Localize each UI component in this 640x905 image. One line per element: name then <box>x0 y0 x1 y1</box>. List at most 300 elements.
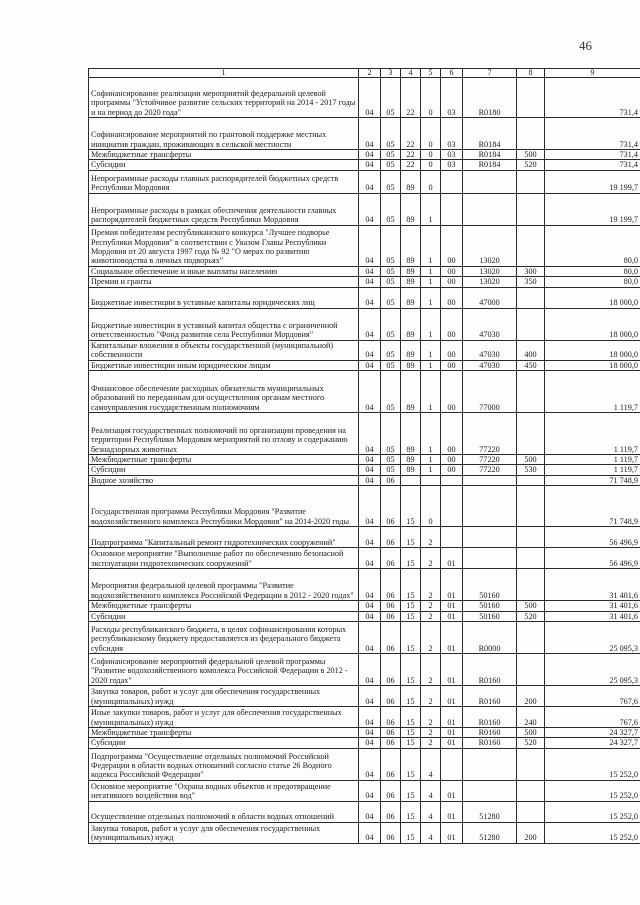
row-name: Межбюджетные трансферты <box>89 150 359 160</box>
table-row <box>89 465 640 475</box>
cell-direction: 50160 <box>463 601 517 611</box>
cell-direction: 47030 <box>463 340 517 360</box>
cell-pr: 05 <box>381 193 401 225</box>
cell-pr: 05 <box>381 150 401 160</box>
cell-subprogram: 1 <box>421 308 441 340</box>
cell-direction: 47030 <box>463 360 517 370</box>
cell-expense-type: 200 <box>517 822 545 843</box>
table-row <box>89 150 640 160</box>
row-name: Софинансирование мероприятий по грантовой поддержке местных инициатив граждан, проживающих в сельской местности <box>89 118 359 150</box>
cell-rz: 04 <box>359 170 381 193</box>
table-row <box>89 707 640 728</box>
row-name: Субсидии <box>89 611 359 621</box>
cell-pr: 05 <box>381 287 401 308</box>
cell-event: 01 <box>441 707 463 728</box>
cell-program: 15 <box>401 780 421 801</box>
row-name: Бюджетные инвестиции в уставный капитал общества с ограниченной ответственностью "Фонд развития села Республики Мордовия" <box>89 308 359 340</box>
table-row <box>89 601 640 611</box>
cell-pr: 06 <box>381 707 401 728</box>
cell-rz: 04 <box>359 277 381 287</box>
cell-event: 01 <box>441 611 463 621</box>
cell-expense-type: 520 <box>517 160 545 170</box>
cell-rz: 04 <box>359 548 381 569</box>
row-name: Субсидии <box>89 738 359 748</box>
table-row <box>89 622 640 654</box>
table-row <box>89 801 640 822</box>
row-name: Межбюджетные трансферты <box>89 455 359 465</box>
page-number: 46 <box>579 38 592 53</box>
cell-expense-type: 240 <box>517 707 545 728</box>
cell-amount: 15 252,0 <box>545 748 640 780</box>
cell-program: 89 <box>401 193 421 225</box>
cell-expense-type <box>517 801 545 822</box>
cell-event <box>441 486 463 527</box>
cell-amount: 25 095,3 <box>545 654 640 686</box>
cell-direction: R0160 <box>463 707 517 728</box>
cell-subprogram: 2 <box>421 569 441 601</box>
cell-subprogram: 0 <box>421 150 441 160</box>
table-row <box>89 170 640 193</box>
cell-pr: 05 <box>381 118 401 150</box>
table-row <box>89 287 640 308</box>
cell-event: 01 <box>441 728 463 738</box>
cell-amount: 25 095,3 <box>545 622 640 654</box>
table-row <box>89 611 640 621</box>
cell-amount: 767,6 <box>545 686 640 707</box>
cell-direction <box>463 780 517 801</box>
table-row <box>89 340 640 360</box>
cell-event: 00 <box>441 455 463 465</box>
cell-subprogram: 1 <box>421 193 441 225</box>
cell-event: 00 <box>441 287 463 308</box>
cell-pr: 06 <box>381 686 401 707</box>
cell-program: 15 <box>401 728 421 738</box>
cell-subprogram: 4 <box>421 801 441 822</box>
cell-rz: 04 <box>359 150 381 160</box>
cell-event: 00 <box>441 308 463 340</box>
cell-event: 00 <box>441 266 463 276</box>
row-name: Социальное обеспечение и иные выплаты населению <box>89 266 359 276</box>
row-name: Межбюджетные трансферты <box>89 601 359 611</box>
cell-rz: 04 <box>359 360 381 370</box>
cell-amount: 71 748,9 <box>545 475 640 485</box>
table-row <box>89 780 640 801</box>
cell-rz: 04 <box>359 601 381 611</box>
column-header: 1 <box>89 69 359 78</box>
cell-rz: 04 <box>359 654 381 686</box>
cell-program: 89 <box>401 266 421 276</box>
cell-program: 89 <box>401 308 421 340</box>
cell-pr: 06 <box>381 748 401 780</box>
cell-rz: 04 <box>359 569 381 601</box>
cell-amount: 1 119,7 <box>545 465 640 475</box>
cell-program: 15 <box>401 707 421 728</box>
cell-amount: 18 000,0 <box>545 360 640 370</box>
table-row <box>89 225 640 266</box>
cell-rz: 04 <box>359 728 381 738</box>
cell-expense-type <box>517 371 545 413</box>
cell-direction <box>463 548 517 569</box>
cell-direction: 47030 <box>463 308 517 340</box>
column-header: 9 <box>545 69 640 78</box>
table-row <box>89 654 640 686</box>
cell-pr: 06 <box>381 486 401 527</box>
cell-direction: 51280 <box>463 822 517 843</box>
cell-direction: R0184 <box>463 118 517 150</box>
cell-subprogram: 1 <box>421 413 441 455</box>
cell-pr: 05 <box>381 371 401 413</box>
cell-amount: 767,6 <box>545 707 640 728</box>
cell-subprogram: 2 <box>421 686 441 707</box>
cell-subprogram: 2 <box>421 611 441 621</box>
cell-event: 01 <box>441 569 463 601</box>
cell-amount: 731,4 <box>545 160 640 170</box>
cell-subprogram: 1 <box>421 371 441 413</box>
cell-program: 89 <box>401 340 421 360</box>
cell-direction: 13020 <box>463 277 517 287</box>
cell-event: 03 <box>441 118 463 150</box>
cell-expense-type <box>517 569 545 601</box>
cell-amount: 15 252,0 <box>545 780 640 801</box>
cell-amount: 80,0 <box>545 225 640 266</box>
cell-amount: 18 000,0 <box>545 287 640 308</box>
cell-event: 01 <box>441 780 463 801</box>
cell-event: 01 <box>441 548 463 569</box>
cell-expense-type: 520 <box>517 611 545 621</box>
cell-event: 00 <box>441 277 463 287</box>
cell-direction: 77220 <box>463 413 517 455</box>
table-row <box>89 686 640 707</box>
cell-rz: 04 <box>359 160 381 170</box>
cell-amount: 56 496,9 <box>545 527 640 548</box>
row-name: Закупка товаров, работ и услуг для обеспечения государственных (муниципальных) нужд <box>89 822 359 843</box>
cell-event: 01 <box>441 686 463 707</box>
cell-expense-type: 450 <box>517 360 545 370</box>
cell-direction: R0184 <box>463 160 517 170</box>
cell-direction <box>463 527 517 548</box>
cell-program: 15 <box>401 611 421 621</box>
cell-direction <box>463 486 517 527</box>
cell-pr: 05 <box>381 413 401 455</box>
cell-rz: 04 <box>359 686 381 707</box>
cell-subprogram: 0 <box>421 78 441 118</box>
table-row <box>89 413 640 455</box>
cell-rz: 04 <box>359 622 381 654</box>
row-name: Подпрограмма "Осуществление отдельных полномочий Российской Федерации в области водных отношений согласно статье 26 Водного кодекса Российской Федерации" <box>89 748 359 780</box>
table-row <box>89 308 640 340</box>
cell-rz: 04 <box>359 413 381 455</box>
cell-event <box>441 193 463 225</box>
cell-subprogram <box>421 475 441 485</box>
cell-expense-type <box>517 413 545 455</box>
cell-amount: 19 199,7 <box>545 170 640 193</box>
cell-amount: 731,4 <box>545 150 640 160</box>
cell-pr: 06 <box>381 622 401 654</box>
cell-expense-type: 520 <box>517 738 545 748</box>
cell-program: 15 <box>401 601 421 611</box>
cell-event: 00 <box>441 225 463 266</box>
cell-subprogram: 0 <box>421 160 441 170</box>
cell-pr: 05 <box>381 360 401 370</box>
cell-subprogram: 0 <box>421 170 441 193</box>
cell-expense-type <box>517 654 545 686</box>
cell-program: 89 <box>401 170 421 193</box>
cell-expense-type <box>517 118 545 150</box>
row-name: Межбюджетные трансферты <box>89 728 359 738</box>
cell-subprogram: 0 <box>421 486 441 527</box>
cell-event: 01 <box>441 738 463 748</box>
cell-subprogram: 2 <box>421 654 441 686</box>
cell-pr: 05 <box>381 465 401 475</box>
cell-amount: 15 252,0 <box>545 801 640 822</box>
cell-subprogram: 2 <box>421 548 441 569</box>
cell-amount: 15 252,0 <box>545 822 640 843</box>
cell-amount: 80,0 <box>545 266 640 276</box>
cell-event <box>441 748 463 780</box>
table-header-row <box>89 69 640 78</box>
row-name: Финансовое обеспечение расходных обязательств муниципальных образований по переданным для осуществления органам местного самоуправления государственным полномочиям <box>89 371 359 413</box>
cell-pr: 05 <box>381 225 401 266</box>
cell-direction: 51280 <box>463 801 517 822</box>
cell-event: 01 <box>441 601 463 611</box>
column-header: 4 <box>401 69 421 78</box>
cell-expense-type: 400 <box>517 340 545 360</box>
cell-rz: 04 <box>359 193 381 225</box>
row-name: Непрограммные расходы главных распорядителей бюджетных средств Республики Мордовия <box>89 170 359 193</box>
cell-rz: 04 <box>359 308 381 340</box>
cell-subprogram: 1 <box>421 465 441 475</box>
cell-rz: 04 <box>359 707 381 728</box>
cell-expense-type <box>517 748 545 780</box>
cell-direction: 13020 <box>463 266 517 276</box>
cell-program: 15 <box>401 622 421 654</box>
row-name: Основное мероприятие "Охрана водных объектов и предотвращение негативного воздействия вод" <box>89 780 359 801</box>
table-row <box>89 371 640 413</box>
cell-event: 00 <box>441 340 463 360</box>
cell-rz: 04 <box>359 822 381 843</box>
cell-rz: 04 <box>359 748 381 780</box>
cell-direction <box>463 170 517 193</box>
cell-amount: 1 119,7 <box>545 455 640 465</box>
cell-pr: 06 <box>381 611 401 621</box>
row-name: Водное хозяйство <box>89 475 359 485</box>
cell-amount: 18 000,0 <box>545 340 640 360</box>
cell-pr: 05 <box>381 78 401 118</box>
cell-expense-type: 500 <box>517 601 545 611</box>
cell-pr: 06 <box>381 801 401 822</box>
cell-subprogram: 1 <box>421 266 441 276</box>
cell-direction: 77220 <box>463 455 517 465</box>
row-name: Реализация государственных полномочий по организации проведения на территории Республики Мордовия мероприятий по отлову и содержанию безнадзорных животных <box>89 413 359 455</box>
cell-program: 15 <box>401 686 421 707</box>
cell-subprogram: 4 <box>421 748 441 780</box>
cell-subprogram: 1 <box>421 277 441 287</box>
cell-rz: 04 <box>359 780 381 801</box>
table-row <box>89 78 640 118</box>
cell-direction <box>463 193 517 225</box>
table-row <box>89 455 640 465</box>
cell-rz: 04 <box>359 118 381 150</box>
cell-program: 89 <box>401 465 421 475</box>
cell-pr: 06 <box>381 654 401 686</box>
cell-pr: 05 <box>381 160 401 170</box>
row-name: Премия победителям республиканского конкурса "Лучшее подворье Республики Мордовия" в соответствии с Указом Главы Республики Мордовия от 20 августа 1997 года № 92 "О мерах по развитию животноводства в личных подворьях" <box>89 225 359 266</box>
cell-event: 01 <box>441 801 463 822</box>
budget-table <box>88 68 640 844</box>
table-row <box>89 118 640 150</box>
row-name: Бюджетные инвестиции в уставные капиталы юридических лиц <box>89 287 359 308</box>
row-name: Осуществление отдельных полномочий в области водных отношений <box>89 801 359 822</box>
cell-event: 03 <box>441 78 463 118</box>
cell-program: 15 <box>401 569 421 601</box>
cell-event: 00 <box>441 371 463 413</box>
cell-subprogram: 4 <box>421 780 441 801</box>
column-header: 8 <box>517 69 545 78</box>
table-row <box>89 160 640 170</box>
cell-event: 01 <box>441 654 463 686</box>
cell-expense-type: 530 <box>517 465 545 475</box>
cell-pr: 06 <box>381 548 401 569</box>
cell-event: 00 <box>441 465 463 475</box>
cell-direction: R0000 <box>463 622 517 654</box>
column-header: 3 <box>381 69 401 78</box>
cell-amount: 31 401,6 <box>545 601 640 611</box>
cell-pr: 05 <box>381 455 401 465</box>
cell-amount: 80,0 <box>545 277 640 287</box>
cell-program: 22 <box>401 118 421 150</box>
cell-amount: 1 119,7 <box>545 413 640 455</box>
cell-subprogram: 2 <box>421 738 441 748</box>
cell-direction: R0184 <box>463 150 517 160</box>
cell-amount: 31 401,6 <box>545 611 640 621</box>
cell-expense-type: 200 <box>517 686 545 707</box>
cell-pr: 05 <box>381 308 401 340</box>
cell-direction: 77000 <box>463 371 517 413</box>
cell-pr: 06 <box>381 601 401 611</box>
cell-amount: 24 327,7 <box>545 728 640 738</box>
cell-direction: 13020 <box>463 225 517 266</box>
table-row <box>89 486 640 527</box>
table-row <box>89 738 640 748</box>
cell-rz: 04 <box>359 527 381 548</box>
cell-expense-type <box>517 78 545 118</box>
table-row <box>89 266 640 276</box>
table-row <box>89 475 640 485</box>
cell-amount: 731,4 <box>545 118 640 150</box>
cell-subprogram: 1 <box>421 225 441 266</box>
table-row <box>89 569 640 601</box>
cell-direction: 50160 <box>463 611 517 621</box>
row-name: Субсидии <box>89 465 359 475</box>
row-name: Мероприятия федеральной целевой программы "Развитие водохозяйственного комплекса Российской Федерации в 2012 - 2020 годах" <box>89 569 359 601</box>
cell-program: 89 <box>401 277 421 287</box>
cell-program: 15 <box>401 738 421 748</box>
cell-rz: 04 <box>359 801 381 822</box>
cell-program: 22 <box>401 160 421 170</box>
row-name: Капитальные вложения в объекты государственной (муниципальной) собственности <box>89 340 359 360</box>
column-header: 7 <box>463 69 517 78</box>
cell-program: 89 <box>401 287 421 308</box>
cell-rz: 04 <box>359 475 381 485</box>
cell-expense-type <box>517 486 545 527</box>
cell-pr: 06 <box>381 569 401 601</box>
cell-subprogram: 1 <box>421 340 441 360</box>
cell-program: 15 <box>401 486 421 527</box>
cell-subprogram: 1 <box>421 455 441 465</box>
cell-expense-type: 500 <box>517 150 545 160</box>
cell-program: 15 <box>401 654 421 686</box>
row-name: Основное мероприятие "Выполнение работ по обеспечению безопасной эксплуатации гидротехнических сооружений" <box>89 548 359 569</box>
cell-direction: R0160 <box>463 738 517 748</box>
cell-program: 22 <box>401 78 421 118</box>
cell-amount: 19 199,7 <box>545 193 640 225</box>
cell-expense-type <box>517 780 545 801</box>
table-row <box>89 728 640 738</box>
cell-rz: 04 <box>359 738 381 748</box>
row-name: Иные закупки товаров, работ и услуг для обеспечения государственных (муниципальных) нужд <box>89 707 359 728</box>
cell-rz: 04 <box>359 78 381 118</box>
cell-subprogram: 2 <box>421 707 441 728</box>
cell-subprogram: 2 <box>421 527 441 548</box>
row-name: Премии и гранты <box>89 277 359 287</box>
cell-rz: 04 <box>359 455 381 465</box>
cell-rz: 04 <box>359 486 381 527</box>
cell-event: 01 <box>441 822 463 843</box>
cell-pr: 06 <box>381 728 401 738</box>
cell-direction: R0180 <box>463 78 517 118</box>
cell-event: 03 <box>441 160 463 170</box>
cell-expense-type <box>517 170 545 193</box>
cell-amount: 31 401,6 <box>545 569 640 601</box>
cell-expense-type: 500 <box>517 455 545 465</box>
cell-program: 15 <box>401 548 421 569</box>
cell-expense-type <box>517 287 545 308</box>
cell-program: 89 <box>401 455 421 465</box>
cell-subprogram: 0 <box>421 118 441 150</box>
cell-subprogram: 4 <box>421 822 441 843</box>
table-row <box>89 527 640 548</box>
cell-direction: R0160 <box>463 654 517 686</box>
cell-event: 00 <box>441 360 463 370</box>
cell-rz: 04 <box>359 371 381 413</box>
cell-program: 89 <box>401 413 421 455</box>
table-body <box>89 78 640 844</box>
cell-expense-type: 350 <box>517 277 545 287</box>
cell-program: 15 <box>401 801 421 822</box>
column-header: 2 <box>359 69 381 78</box>
row-name: Софинансирование мероприятий федеральной целевой программы "Развитие водохозяйственного комплекса Российской Федерации в 2012 - 2020 годах" <box>89 654 359 686</box>
cell-pr: 06 <box>381 780 401 801</box>
cell-event <box>441 170 463 193</box>
cell-expense-type: 300 <box>517 266 545 276</box>
cell-direction: 50160 <box>463 569 517 601</box>
row-name: Расходы республиканского бюджета, в целях софинансирования которых республиканскому бюджету предоставляется из федерального бюджета субсидия <box>89 622 359 654</box>
row-name: Субсидии <box>89 160 359 170</box>
cell-amount: 56 496,9 <box>545 548 640 569</box>
cell-amount: 1 119,7 <box>545 371 640 413</box>
cell-program: 89 <box>401 360 421 370</box>
cell-amount: 18 000,0 <box>545 308 640 340</box>
cell-program: 89 <box>401 225 421 266</box>
cell-direction <box>463 748 517 780</box>
table-row <box>89 193 640 225</box>
cell-event <box>441 527 463 548</box>
cell-program <box>401 475 421 485</box>
cell-direction: 77220 <box>463 465 517 475</box>
cell-expense-type <box>517 308 545 340</box>
cell-program: 15 <box>401 748 421 780</box>
cell-subprogram: 1 <box>421 287 441 308</box>
